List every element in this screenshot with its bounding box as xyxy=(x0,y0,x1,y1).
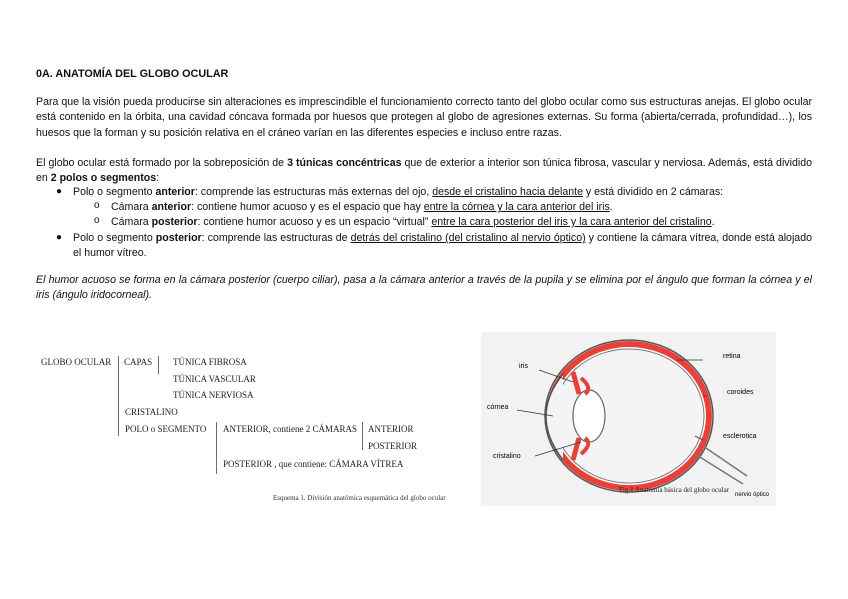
eye-diagram xyxy=(481,332,776,506)
humor-acuoso-note: El humor acuoso se forma en la cámara posterior (cuerpo ciliar), pasa a la cámara anterior a través de la pupila y se elimina por el ángulo que forman la córnea y el iris (ángulo iridocorneal). xyxy=(36,274,812,302)
schema-bracket-line xyxy=(118,356,119,436)
bullet-icon: ● xyxy=(56,232,63,243)
schema-bracket-line xyxy=(362,422,363,450)
schema-bracket-line xyxy=(158,356,159,374)
tunicas-paragraph: El globo ocular está formado por la sobreposición de 3 túnicas concéntricas que de exterior a interior son túnica fibrosa, vascular y nerviosa. Además, está dividido en 2 polos o segmentos: xyxy=(36,157,812,185)
bullet-icon: ● xyxy=(56,186,63,197)
list-item-camara-anterior: Cámara anterior: contiene humor acuoso y es el espacio que hay entre la córnea y la cara anterior del iris. xyxy=(111,201,613,213)
section-title: 0A. ANATOMÍA DEL GLOBO OCULAR xyxy=(36,68,229,80)
label-esclerotica: esclerotica xyxy=(723,433,757,440)
label-nervio: nervio óptico xyxy=(735,492,770,498)
schema-cristalino: CRISTALINO xyxy=(125,407,178,417)
schema-fibrosa: TÚNICA FIBROSA xyxy=(173,357,247,367)
schema-posterior: POSTERIOR , que contiene: CÁMARA VÍTREA xyxy=(223,459,404,469)
label-cristalino: cristalino xyxy=(493,453,521,460)
label-coroides: coroides xyxy=(727,389,754,396)
schema-bracket-line xyxy=(216,422,217,474)
sub-bullet-icon: o xyxy=(94,215,100,226)
list-item-camara-posterior: Cámara posterior: contiene humor acuoso y es un espacio “virtual” entre la cara posterior del iris y la cara anterior del cristalino. xyxy=(111,216,715,228)
list-item-anterior: Polo o segmento anterior: comprende las estructuras más externas del ojo, desde el cristalino hacia delante y está dividido en 2 cámaras: xyxy=(73,186,724,198)
label-cornea: córnea xyxy=(487,404,509,411)
schema-nerviosa: TÚNICA NERVIOSA xyxy=(173,390,254,400)
intro-paragraph: Para que la visión pueda producirse sin alteraciones es imprescindible el funcionamiento correcto tanto del globo ocular como sus estructuras anejas. El globo ocular está contenido en la órbita, una cavidad cóncava formada por huesos que protegen al globo de agresiones externas. Su forma (abierta/cerrada, profundidad…), los huesos que la forman y su posición relativa en el cráneo varían en las diferentes especies e incluso entre razas. xyxy=(36,96,812,139)
schema-cam-anterior: ANTERIOR xyxy=(368,424,414,434)
schema-globo: GLOBO OCULAR xyxy=(41,357,112,367)
schema-capas: CAPAS xyxy=(124,357,153,367)
figure-caption: Fig.1 Anatomía básica del globo ocular xyxy=(619,486,730,494)
schema-vascular: TÚNICA VASCULAR xyxy=(173,374,256,384)
list-item-posterior: Polo o segmento posterior: comprende las estructuras de detrás del cristalino (del cristalino al nervio óptico) y contiene la cámara vítrea, donde está alojado el humor vítreo. xyxy=(73,232,812,260)
sub-bullet-icon: o xyxy=(94,200,100,211)
cornea-shape xyxy=(546,374,563,460)
schema-caption: Esquema 1. División anatómica esquemática del globo ocular xyxy=(273,494,446,502)
lens-shape xyxy=(573,390,605,442)
label-iris: iris xyxy=(519,363,528,370)
schema-polo: POLO o SEGMENTO xyxy=(125,424,207,434)
schema-cam-posterior: POSTERIOR xyxy=(368,441,418,451)
eye-anatomy-figure xyxy=(481,332,776,506)
label-retina: retina xyxy=(723,353,741,360)
schema-anterior: ANTERIOR, contiene 2 CÁMARAS xyxy=(223,424,357,434)
